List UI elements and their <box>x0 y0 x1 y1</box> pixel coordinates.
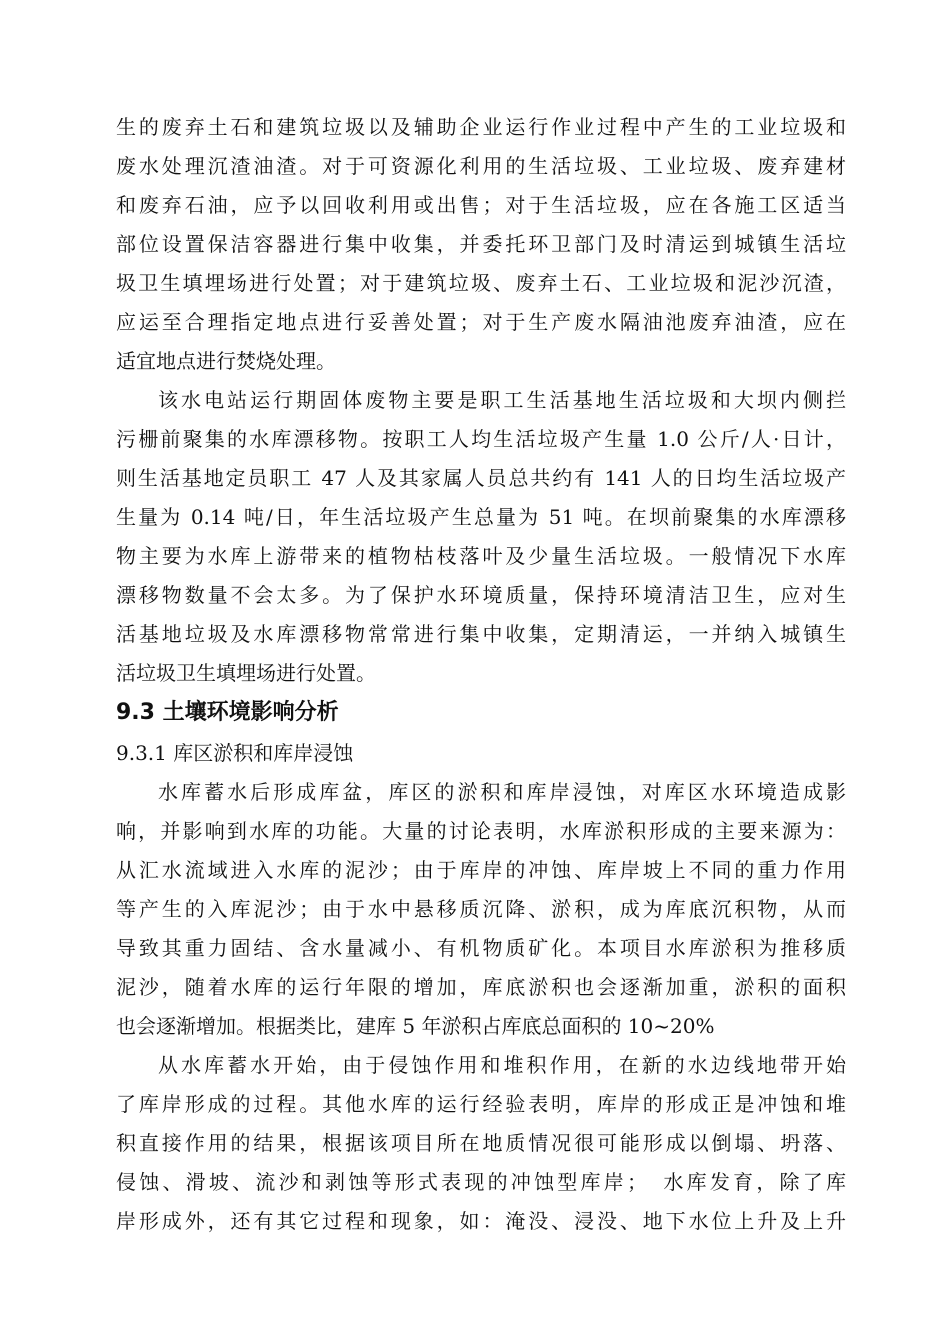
text-line: 则生活基地定员职工 47 人及其家属人员总共约有 141 人的日均生活垃圾产 <box>116 466 846 490</box>
text-line: 等产生的入库泥沙；由于水中悬移质沉降、淤积，成为库底沉积物，从而 <box>116 897 846 921</box>
text-line: 从汇水流域进入水库的泥沙；由于库岸的冲蚀、库岸坡上不同的重力作用 <box>116 858 846 882</box>
text-line: 漂移物数量不会太多。为了保护水环境质量，保持环境清洁卫生，应对生 <box>116 583 846 607</box>
text-line: 生量为 0.14 吨/日，年生活垃圾产生总量为 51 吨。在坝前聚集的水库漂移 <box>116 505 846 529</box>
text-line: 物主要为水库上游带来的植物枯枝落叶及少量生活垃圾。一般情况下水库 <box>116 544 846 568</box>
paragraph-reservoir-sedimentation <box>116 773 846 1046</box>
text-line: 圾卫生填埋场进行处置；对于建筑垃圾、废弃土石、工业垃圾和泥沙沉渣， <box>116 271 846 295</box>
text-line: 导致其重力固结、含水量减小、有机物质矿化。本项目水库淤积为推移质 <box>116 936 846 960</box>
section-heading: 9.3 土壤环境影响分析 <box>116 700 339 725</box>
text-line: 响，并影响到水库的功能。大量的讨论表明，水库淤积形成的主要来源为： <box>116 819 846 843</box>
text-line: 和废弃石油，应予以回收利用或出售；对于生活垃圾，应在各施工区适当 <box>116 193 846 217</box>
text-line: 侵蚀、滑坡、流沙和剥蚀等形式表现的冲蚀型库岸； 水库发育，除了库 <box>116 1170 846 1194</box>
text-line: 部位设置保洁容器进行集中收集，并委托环卫部门及时清运到城镇生活垃 <box>116 232 846 256</box>
text-line: 生的废弃土石和建筑垃圾以及辅助企业运行作业过程中产生的工业垃圾和 <box>116 115 846 139</box>
text-line: 污栅前聚集的水库漂移物。按职工人均生活垃圾产生量 1.0 公斤/人·日计， <box>116 427 846 451</box>
text-line: 应运至合理指定地点进行妥善处置；对于生产废水隔油池废弃油渣，应在 <box>116 310 846 334</box>
text-line: 从水库蓄水开始，由于侵蚀作用和堆积作用，在新的水边线地带开始 <box>158 1053 846 1077</box>
paragraph-solid-waste-operation <box>116 381 846 693</box>
paragraph-solid-waste-construction <box>116 108 846 381</box>
document-body <box>116 108 846 1241</box>
text-line: 岸形成外，还有其它过程和现象，如：淹没、浸没、地下水位上升及上升 <box>116 1209 846 1233</box>
text-line: 也会逐渐增加。根据类比，建库 5 年淤积占库底总面积的 10~20% <box>116 1014 715 1038</box>
text-line: 水库蓄水后形成库盆，库区的淤积和库岸浸蚀，对库区水环境造成影 <box>158 780 846 804</box>
text-line: 活基地垃圾及水库漂移物常常进行集中收集，定期清运，一并纳入城镇生 <box>116 622 846 646</box>
subsection-heading: 9.3.1 库区淤积和库岸浸蚀 <box>116 741 354 765</box>
text-line: 适宜地点进行焚烧处理。 <box>116 349 336 373</box>
text-line: 泥沙，随着水库的运行年限的增加，库底淤积也会逐渐加重，淤积的面积 <box>116 975 846 999</box>
text-line: 活垃圾卫生填埋场进行处置。 <box>116 661 376 685</box>
text-line: 废水处理沉渣油渣。对于可资源化利用的生活垃圾、工业垃圾、废弃建材 <box>116 154 846 178</box>
text-line: 了库岸形成的过程。其他水库的运行经验表明，库岸的形成正是冲蚀和堆 <box>116 1092 846 1116</box>
text-line: 积直接作用的结果，根据该项目所在地质情况很可能形成以倒塌、坍落、 <box>116 1131 846 1155</box>
text-line: 该水电站运行期固体废物主要是职工生活基地生活垃圾和大坝内侧拦 <box>158 388 846 412</box>
paragraph-bank-erosion <box>116 1046 846 1241</box>
